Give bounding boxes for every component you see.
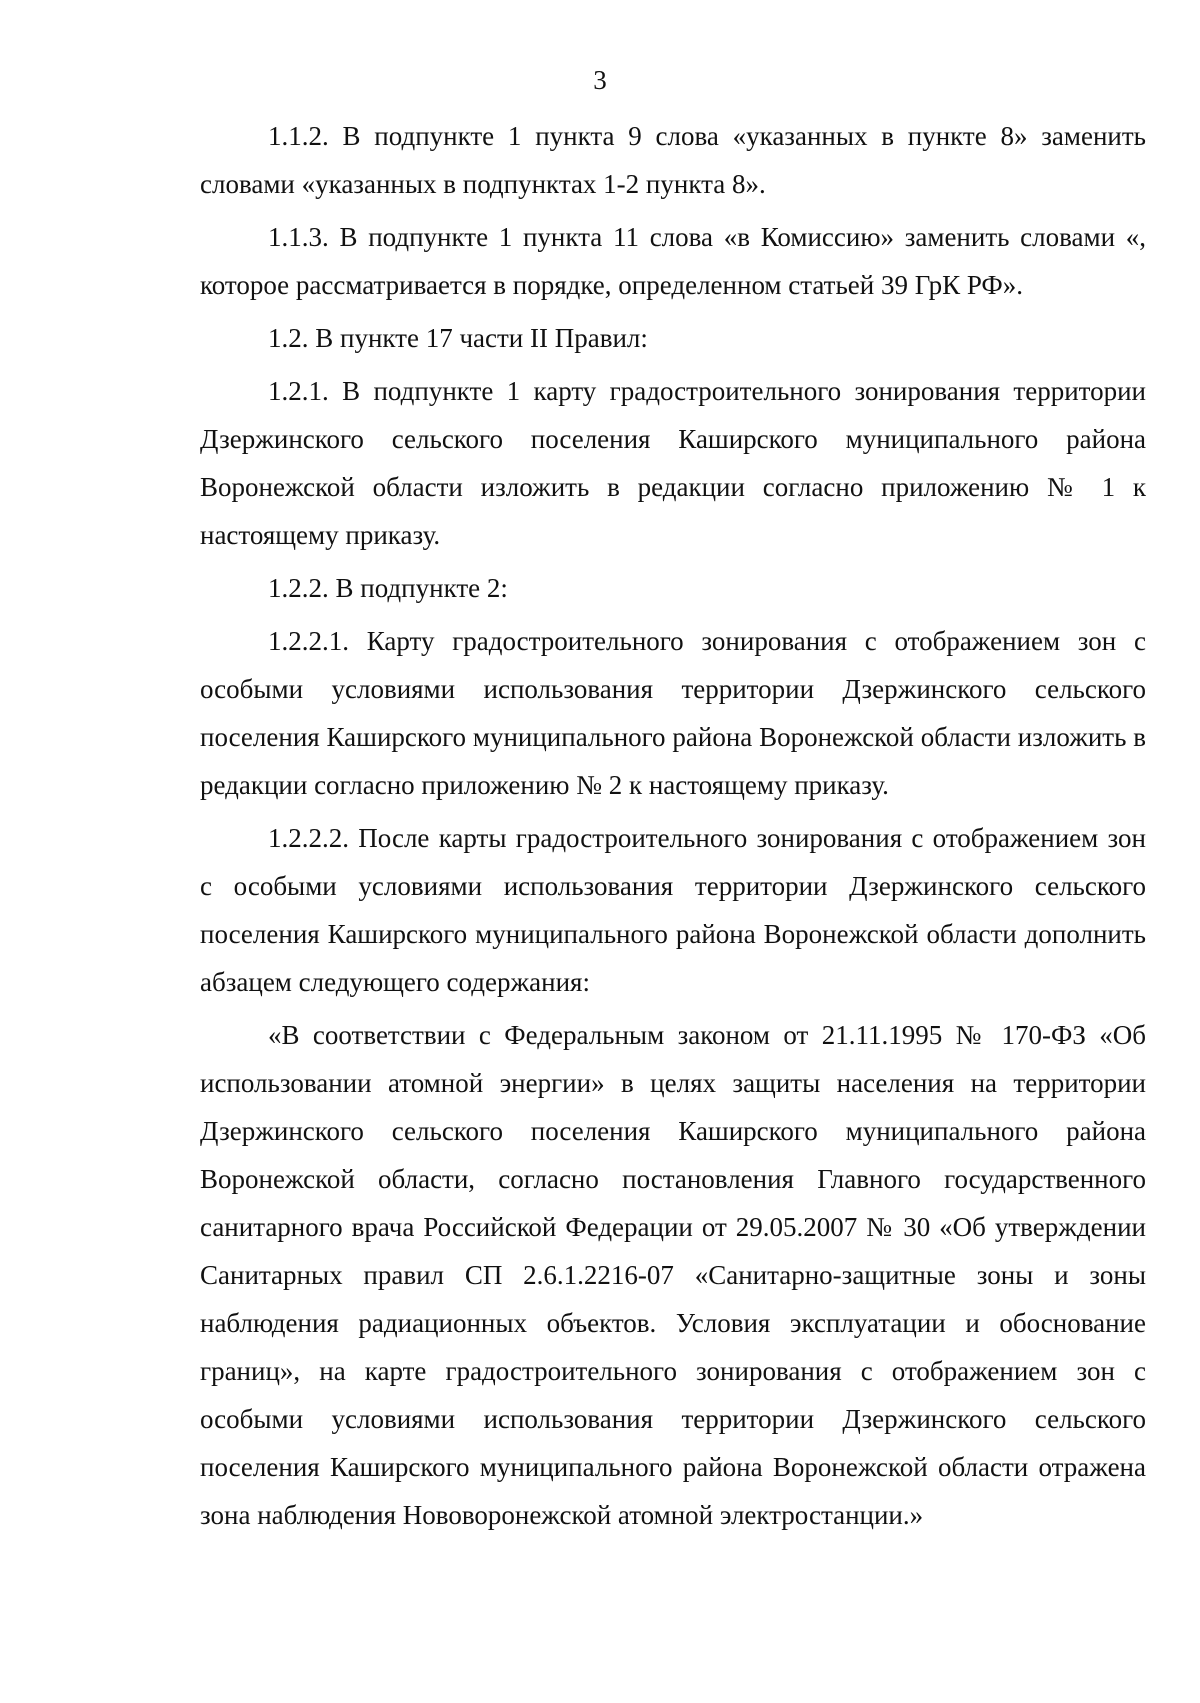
paragraph-1-2-1: 1.2.1. В подпункте 1 карту градостроительного зонирования территории Дзержинского сельского поселения Каширского муниципального района Воронежской области изложить в редакции согласно приложению № 1 к настоящему приказу. bbox=[200, 376, 1146, 550]
paragraph-quoted-addition: «В соответствии с Федеральным законом от 21.11.1995 № 170-ФЗ «Об использовании атомной энергии» в целях защиты населения на территории Дзержинского сельского поселения Каширского муниципального района Воронежской области, согласно постановления Главного государственного санитарного врача Российской Федерации от 29.05.2007 № 30 «Об утверждении Санитарных правил СП 2.6.1.2216-07 «Санитарно-защитные зоны и зоны наблюдения радиационных объектов. Условия эксплуатации и обоснование границ», на карте градостроительного зонирования с отображением зон с особыми условиями использования территории Дзержинского сельского поселения Каширского муниципального района Воронежской области отражена зона наблюдения Нововоронежской атомной электростанции.» bbox=[200, 1020, 1146, 1530]
paragraph-1-2-2: 1.2.2. В подпункте 2: bbox=[268, 573, 508, 603]
document-body bbox=[200, 112, 1146, 1539]
paragraph-1-2: 1.2. В пункте 17 части II Правил: bbox=[268, 323, 648, 353]
paragraph-1-2-2-1: 1.2.2.1. Карту градостроительного зонирования с отображением зон с особыми условиями использования территории Дзержинского сельского поселения Каширского муниципального района Воронежской области изложить в редакции согласно приложению № 2 к настоящему приказу. bbox=[200, 626, 1146, 800]
paragraph-1-1-2: 1.1.2. В подпункте 1 пункта 9 слова «указанных в пункте 8» заменить словами «указанных в подпунктах 1-2 пункта 8». bbox=[200, 121, 1146, 199]
page-number: 3 bbox=[593, 65, 607, 95]
paragraph-1-1-3: 1.1.3. В подпункте 1 пункта 11 слова «в Комиссию» заменить словами «, которое рассматривается в порядке, определенном статьей 39 ГрК РФ». bbox=[200, 222, 1146, 300]
paragraph-1-2-2-2: 1.2.2.2. После карты градостроительного зонирования с отображением зон с особыми условиями использования территории Дзержинского сельского поселения Каширского муниципального района Воронежской области дополнить абзацем следующего содержания: bbox=[200, 823, 1146, 997]
